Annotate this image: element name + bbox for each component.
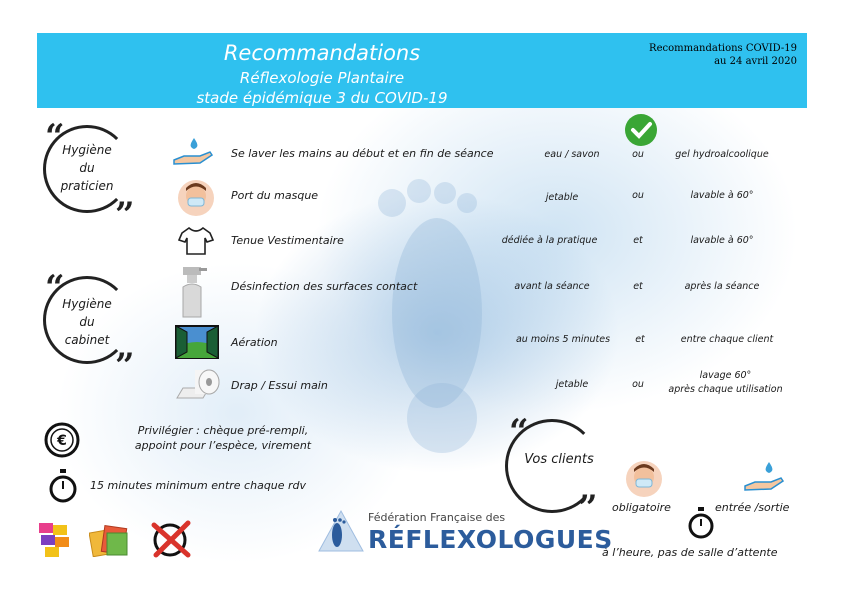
- open-quote-icon: “: [45, 268, 65, 308]
- page-subtitle: Réflexologie Plantaire: [239, 69, 405, 87]
- row-label: Aération: [231, 336, 278, 349]
- section-praticien: Hygiène du praticien: [60, 143, 114, 193]
- payment-note: Privilégier : chèque pré-rempli, appoint pour l’espèce, virement: [134, 424, 312, 452]
- row-label: Drap / Essui main: [231, 379, 328, 392]
- federation-logo-icon: [317, 509, 367, 553]
- stopwatch-icon: [47, 468, 79, 504]
- covid-badge-line1: Recommandations COVID-19: [649, 43, 797, 54]
- close-quote-icon: ”: [115, 195, 135, 235]
- row-label: Se laver les mains au début et en fin de séance: [231, 147, 494, 160]
- page-stage: stade épidémique 3 du COVID-19: [196, 89, 448, 107]
- close-quote-icon: ”: [115, 346, 135, 386]
- client-hand-wash-icon: [743, 460, 787, 494]
- row-option-b: lavage 60° après chaque utilisation: [668, 370, 783, 395]
- row-option-a: eau / savon: [544, 149, 600, 160]
- section-clients: Vos clients: [524, 452, 594, 467]
- magazines-icon: [89, 521, 133, 557]
- row-option-b: lavable à 60°: [690, 190, 754, 201]
- client-arrival-note: à l’heure, pas de salle d’attente: [602, 546, 778, 559]
- row-option-a: dédiée à la pratique: [501, 235, 598, 246]
- client-stopwatch-icon: [685, 506, 717, 540]
- row-conjunction: et: [633, 235, 643, 246]
- row-option-a: jetable: [545, 192, 579, 203]
- covid-badge-line2: au 24 avril 2020: [714, 56, 797, 67]
- tshirt-icon: [178, 226, 214, 256]
- client-hands-note: entrée /sortie: [715, 501, 790, 514]
- row-label: Port du masque: [231, 189, 319, 202]
- row-conjunction: et: [633, 281, 643, 292]
- client-mask-note: obligatoire: [612, 501, 671, 514]
- forbidden-cross-icon: [150, 519, 194, 559]
- svg-text:€: €: [57, 433, 67, 449]
- row-label: Tenue Vestimentaire: [231, 234, 344, 247]
- paper-roll-icon: [175, 368, 221, 402]
- footprint-watermark-icon: [367, 163, 517, 463]
- row-option-b: après la séance: [684, 281, 760, 292]
- check-icon: [624, 113, 658, 147]
- row-conjunction: et: [635, 334, 645, 345]
- hand-wash-icon: [172, 136, 216, 166]
- open-quote-icon: “: [45, 117, 65, 157]
- window-icon: [175, 325, 219, 359]
- section-cabinet: Hygiène du cabinet: [62, 297, 112, 347]
- row-conjunction: ou: [632, 190, 644, 201]
- covid-date-badge: [649, 42, 797, 68]
- open-quote-icon: “: [509, 412, 529, 452]
- header-banner: [37, 33, 807, 108]
- client-mask-icon: [625, 460, 663, 498]
- row-label: Désinfection des surfaces contact: [231, 280, 418, 293]
- row-option-a: avant la séance: [514, 281, 590, 292]
- spray-bottle-icon: [177, 265, 211, 319]
- close-quote-icon: ”: [578, 488, 598, 528]
- row-option-b: entre chaque client: [680, 334, 774, 345]
- timing-note: 15 minutes minimum entre chaque rdv: [90, 479, 307, 492]
- toy-blocks-icon: [37, 519, 73, 559]
- row-conjunction: ou: [632, 149, 644, 160]
- logo-line1: Fédération Française des: [368, 511, 506, 524]
- recommendation-sheet: [37, 33, 807, 590]
- mask-face-icon: [177, 179, 215, 217]
- row-option-a: au moins 5 minutes: [515, 334, 611, 345]
- logo-line2: RÉFLEXOLOGUES: [368, 525, 613, 554]
- row-option-b: lavable à 60°: [690, 235, 754, 246]
- row-conjunction: ou: [632, 379, 644, 390]
- row-option-a: jetable: [555, 379, 589, 390]
- row-option-b: gel hydroalcoolique: [675, 149, 769, 160]
- euro-coin-icon: [44, 422, 80, 458]
- page-title: Recommandations: [223, 41, 421, 65]
